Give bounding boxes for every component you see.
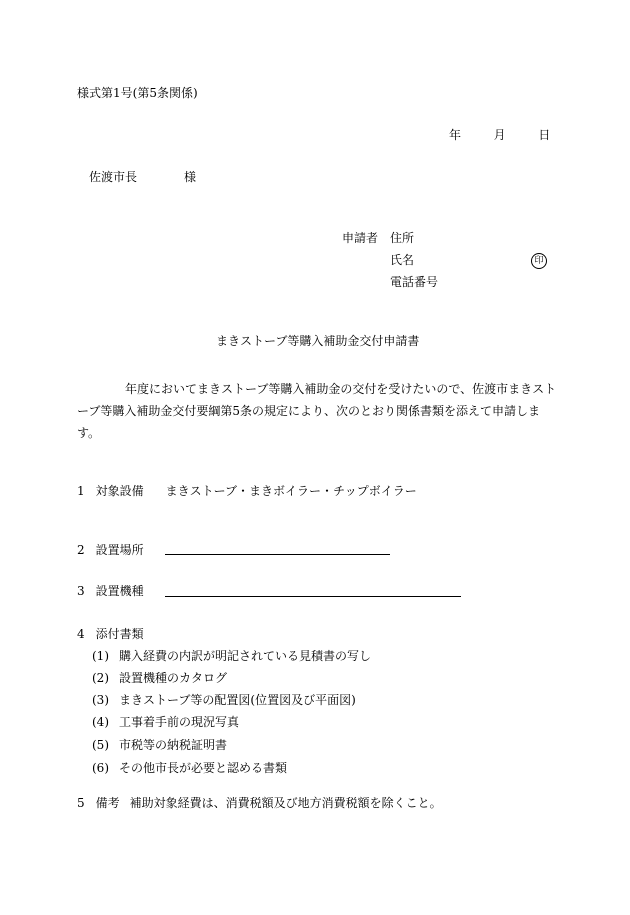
seal-mark — [531, 252, 547, 269]
item-1-number: 1 — [77, 484, 85, 498]
item-4 — [77, 627, 144, 641]
date-day-label: 日 — [538, 128, 551, 142]
item-1-value: まきストーブ・まきボイラー・チップボイラー — [165, 484, 417, 498]
item-2-label: 設置場所 — [95, 543, 144, 557]
document-item-number: (5) — [92, 738, 109, 752]
document-item-text: 工事着手前の現況写真 — [119, 715, 240, 729]
item-2 — [77, 543, 144, 557]
document-item-number: (2) — [92, 671, 109, 685]
item-3-label: 設置機種 — [95, 584, 144, 598]
item-3-number: 3 — [77, 584, 85, 598]
document-item-text: その他市長が必要と認める書類 — [119, 761, 288, 775]
document-item-text: 市税等の納税証明書 — [119, 738, 228, 752]
document-title: まきストーブ等購入補助金交付申請書 — [216, 334, 420, 348]
applicant-address-label: 住所 — [390, 231, 415, 245]
document-item-number: (6) — [92, 761, 109, 775]
document-item — [92, 649, 371, 663]
document-item-text: 設置機種のカタログ — [119, 671, 228, 685]
item-4-label: 添付書類 — [95, 627, 144, 641]
document-item-number: (1) — [92, 649, 109, 663]
item-5 — [77, 796, 442, 810]
date-month-label: 月 — [493, 128, 506, 142]
item-5-number: 5 — [77, 796, 85, 810]
item-1 — [77, 484, 417, 498]
applicant-label: 申請者 — [342, 231, 379, 245]
addressee-name: 佐渡市長 — [89, 170, 138, 184]
item-3-input-line[interactable] — [165, 596, 461, 597]
document-item — [92, 715, 239, 729]
document-item — [92, 693, 356, 707]
item-5-label: 備考 — [95, 796, 120, 810]
seal-icon: 印 — [531, 253, 547, 269]
item-2-input-line[interactable] — [165, 554, 390, 555]
document-item — [92, 761, 287, 775]
date-line — [449, 128, 550, 142]
item-5-value: 補助対象経費は、消費税額及び地方消費税額を除くこと。 — [129, 796, 442, 810]
applicant-phone-label: 電話番号 — [390, 275, 439, 289]
form-number: 様式第1号(第5条関係) — [77, 86, 198, 100]
item-2-number: 2 — [77, 543, 85, 557]
document-item-number: (4) — [92, 715, 109, 729]
document-item-text: まきストーブ等の配置図(位置図及び平面図) — [119, 693, 356, 707]
document-item-number: (3) — [92, 693, 109, 707]
document-item — [92, 671, 227, 685]
item-4-number: 4 — [77, 627, 85, 641]
addressee-suffix: 様 — [184, 170, 197, 184]
item-3 — [77, 584, 144, 598]
document-item — [92, 738, 227, 752]
date-year-label: 年 — [449, 128, 462, 142]
body-paragraph: 年度においてまきストーブ等購入補助金の交付を受けたいので、佐渡市まきストーブ等購入補助金交付要綱第5条の規定により、次のとおり関係書類を添えて申請します。 — [77, 382, 557, 440]
applicant-name-label: 氏名 — [390, 253, 415, 267]
item-1-label: 対象設備 — [95, 484, 144, 498]
document-item-text: 購入経費の内訳が明記されている見積書の写し — [119, 649, 372, 663]
